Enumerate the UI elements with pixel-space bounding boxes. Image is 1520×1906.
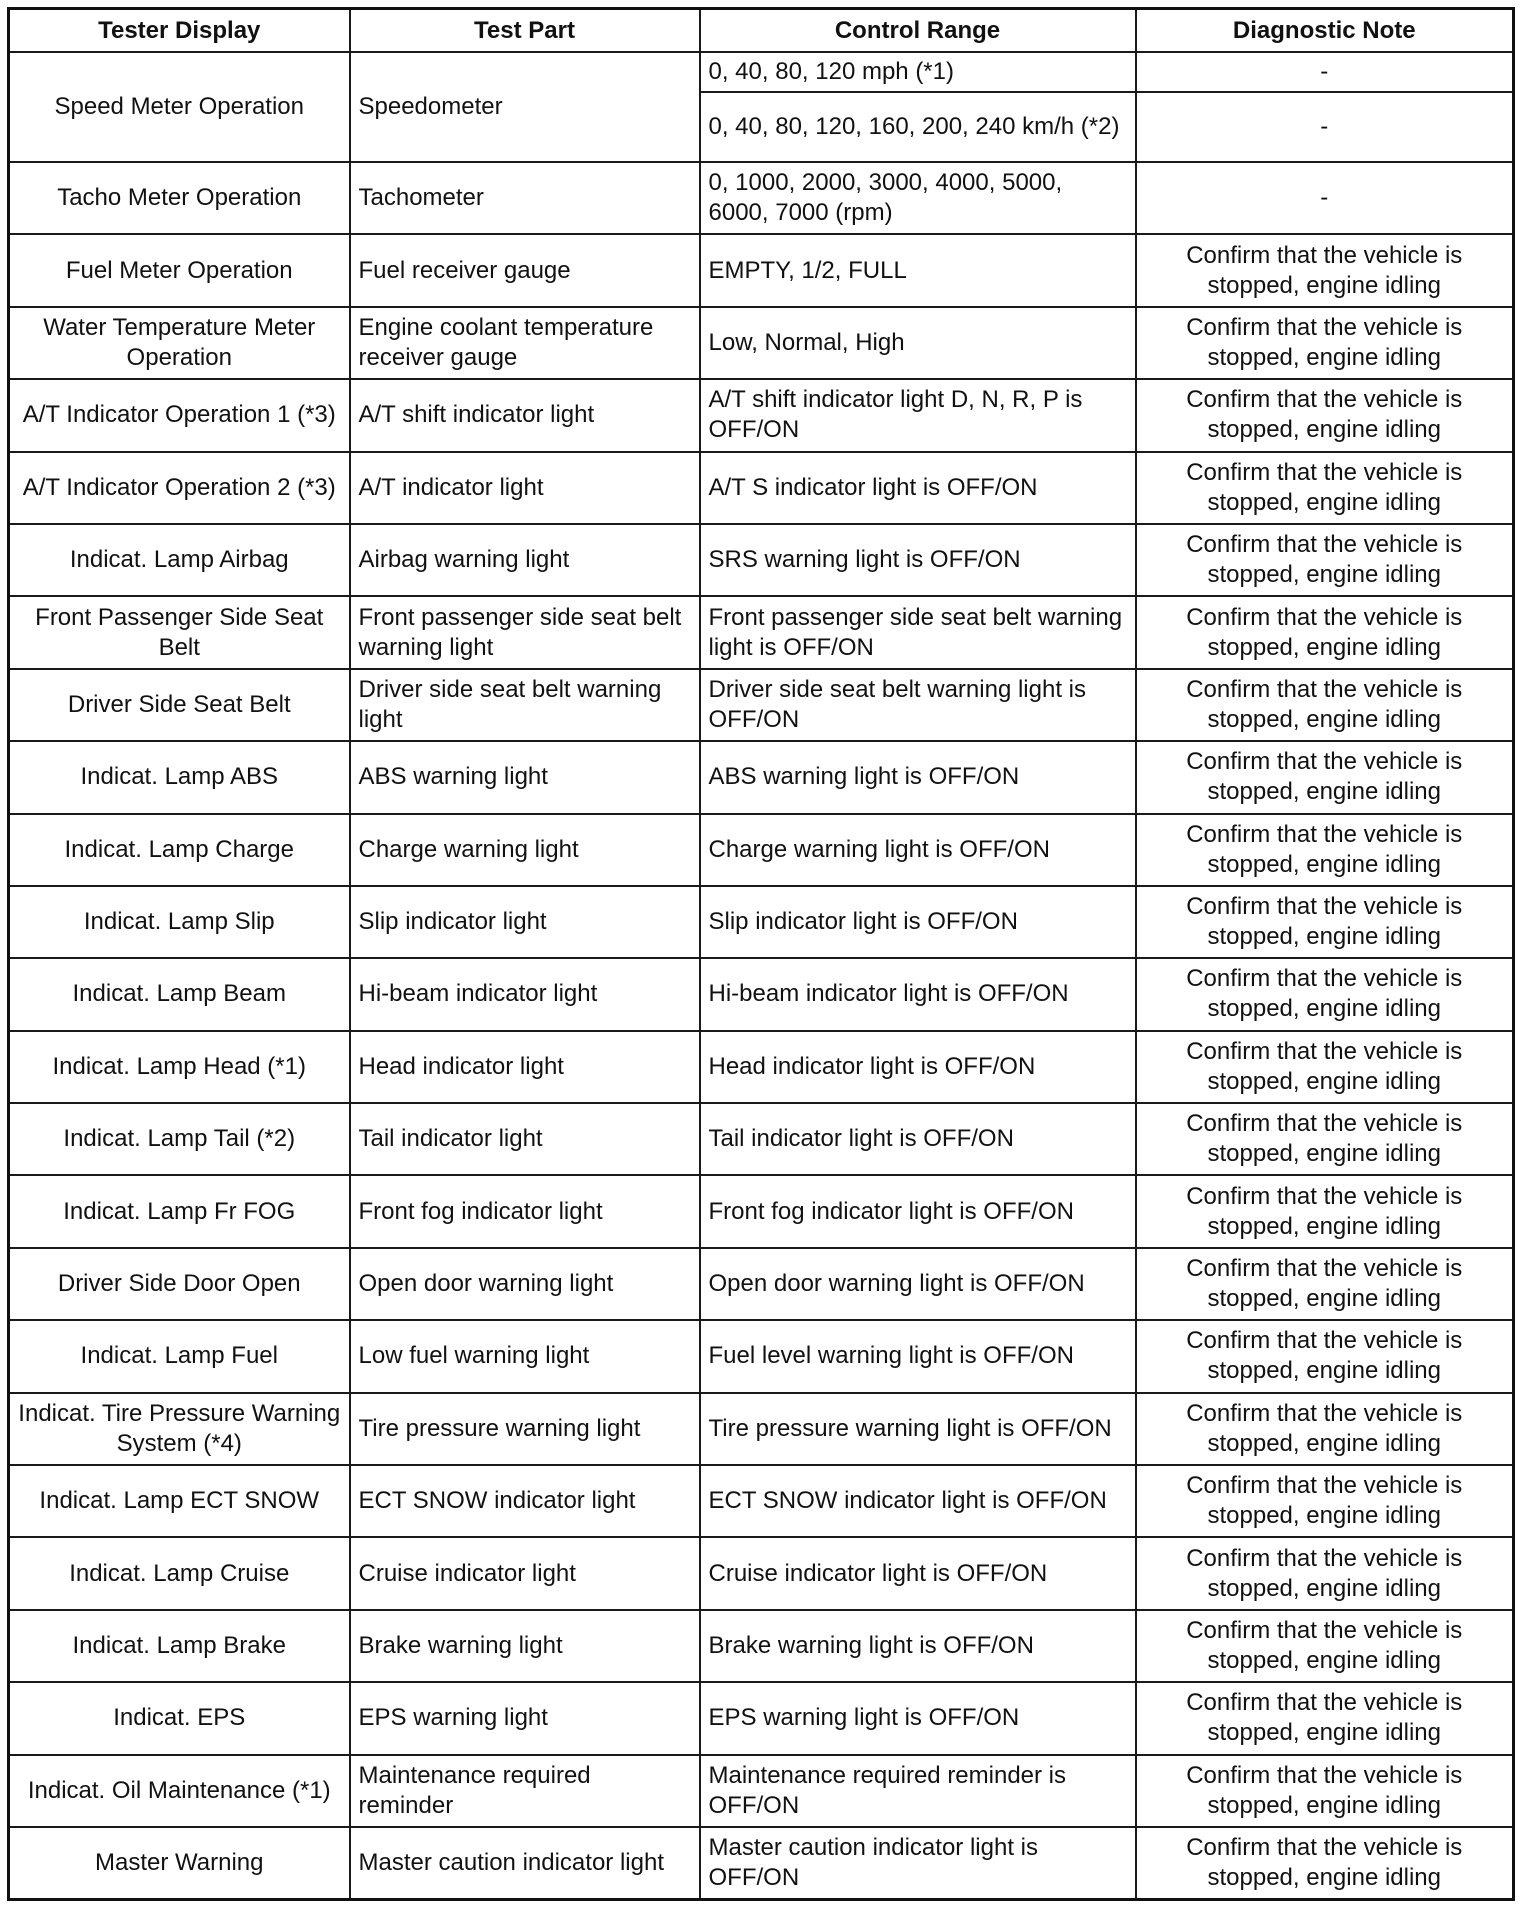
tester-display-cell: Indicat. Lamp Head (*1) [9,1031,350,1103]
diagnostic-note-cell: Confirm that the vehicle is stopped, engine idling [1136,1682,1514,1754]
tester-display-cell: Tacho Meter Operation [9,162,350,234]
test-part-cell: Head indicator light [350,1031,700,1103]
control-range-cell: Fuel level warning light is OFF/ON [700,1320,1136,1392]
test-part-cell: ABS warning light [350,741,700,813]
test-part-cell: A/T shift indicator light [350,379,700,451]
table-row [9,814,1514,886]
test-part-cell: Slip indicator light [350,886,700,958]
tester-display-cell: Driver Side Door Open [9,1248,350,1320]
test-part-cell: Driver side seat belt warning light [350,669,700,741]
table-row [9,307,1514,379]
header-row [9,9,1514,53]
table-row [9,1827,1514,1899]
tester-display-cell: Master Warning [9,1827,350,1899]
tester-display-cell: Water Temperature Meter Operation [9,307,350,379]
active-test-table [7,7,1515,1901]
diagnostic-note-cell: Confirm that the vehicle is stopped, engine idling [1136,1175,1514,1247]
test-part-cell: Cruise indicator light [350,1537,700,1609]
test-part-cell: Tachometer [350,162,700,234]
test-part-cell: EPS warning light [350,1682,700,1754]
diagnostic-note-cell: Confirm that the vehicle is stopped, engine idling [1136,1248,1514,1320]
diagnostic-note-cell: Confirm that the vehicle is stopped, engine idling [1136,234,1514,306]
test-part-cell: Brake warning light [350,1610,700,1682]
table-row [9,741,1514,813]
diagnostic-note-cell: Confirm that the vehicle is stopped, engine idling [1136,1031,1514,1103]
tester-display-cell: Indicat. Lamp Airbag [9,524,350,596]
table-row [9,1682,1514,1754]
control-range-cell: SRS warning light is OFF/ON [700,524,1136,596]
control-range-cell: Tail indicator light is OFF/ON [700,1103,1136,1175]
diagnostic-note-cell: Confirm that the vehicle is stopped, engine idling [1136,814,1514,886]
test-part-cell: Low fuel warning light [350,1320,700,1392]
table-row [9,52,1514,92]
control-range-cell: Hi-beam indicator light is OFF/ON [700,958,1136,1030]
table-row [9,1248,1514,1320]
control-range-cell: EPS warning light is OFF/ON [700,1682,1136,1754]
diagnostic-note-cell: Confirm that the vehicle is stopped, engine idling [1136,741,1514,813]
diagnostic-note-cell: Confirm that the vehicle is stopped, engine idling [1136,1755,1514,1827]
control-range-cell: Open door warning light is OFF/ON [700,1248,1136,1320]
tester-display-cell: Fuel Meter Operation [9,234,350,306]
table-row [9,1465,1514,1537]
table-row [9,1320,1514,1392]
test-part-cell: Fuel receiver gauge [350,234,700,306]
table-row [9,1031,1514,1103]
diagnostic-note-cell: - [1136,92,1514,162]
control-range-cell: A/T S indicator light is OFF/ON [700,452,1136,524]
test-part-cell: Charge warning light [350,814,700,886]
control-range-cell: 0, 1000, 2000, 3000, 4000, 5000, 6000, 7000 (rpm) [700,162,1136,234]
table-row [9,886,1514,958]
table-row [9,1103,1514,1175]
tester-display-cell: Indicat. Lamp Fuel [9,1320,350,1392]
test-part-cell: Tail indicator light [350,1103,700,1175]
control-range-cell: ABS warning light is OFF/ON [700,741,1136,813]
test-part-cell: Airbag warning light [350,524,700,596]
tester-display-cell: Indicat. Lamp Brake [9,1610,350,1682]
control-range-cell: Charge warning light is OFF/ON [700,814,1136,886]
table-row [9,452,1514,524]
tester-display-cell: Indicat. Lamp ABS [9,741,350,813]
diagnostic-note-cell: - [1136,52,1514,92]
control-range-cell: Slip indicator light is OFF/ON [700,886,1136,958]
diagnostic-note-cell: Confirm that the vehicle is stopped, engine idling [1136,452,1514,524]
table-row [9,162,1514,234]
header-test-part: Test Part [350,9,700,53]
test-part-cell: Open door warning light [350,1248,700,1320]
table-row [9,1393,1514,1465]
diagnostic-note-cell: Confirm that the vehicle is stopped, engine idling [1136,958,1514,1030]
control-range-cell: 0, 40, 80, 120, 160, 200, 240 km/h (*2) [700,92,1136,162]
table-row [9,669,1514,741]
test-part-cell: Speedometer [350,52,700,162]
diagnostic-note-cell: Confirm that the vehicle is stopped, engine idling [1136,379,1514,451]
control-range-cell: Low, Normal, High [700,307,1136,379]
test-part-cell: Maintenance required reminder [350,1755,700,1827]
tester-display-cell: Indicat. Lamp Charge [9,814,350,886]
tester-display-cell: A/T Indicator Operation 2 (*3) [9,452,350,524]
diagnostic-note-cell: Confirm that the vehicle is stopped, engine idling [1136,307,1514,379]
diagnostic-note-cell: Confirm that the vehicle is stopped, engine idling [1136,1610,1514,1682]
control-range-cell: Driver side seat belt warning light is OFF/ON [700,669,1136,741]
control-range-cell: Maintenance required reminder is OFF/ON [700,1755,1136,1827]
table-row [9,1175,1514,1247]
control-range-cell: Front fog indicator light is OFF/ON [700,1175,1136,1247]
header-diagnostic-note: Diagnostic Note [1136,9,1514,53]
tester-display-cell: Driver Side Seat Belt [9,669,350,741]
control-range-cell: Brake warning light is OFF/ON [700,1610,1136,1682]
diagnostic-note-cell: Confirm that the vehicle is stopped, engine idling [1136,1320,1514,1392]
test-part-cell: Engine coolant temperature receiver gauge [350,307,700,379]
test-part-cell: A/T indicator light [350,452,700,524]
tester-display-cell: Indicat. Tire Pressure Warning System (*4) [9,1393,350,1465]
control-range-cell: ECT SNOW indicator light is OFF/ON [700,1465,1136,1537]
table-body [9,52,1514,1899]
control-range-cell: Head indicator light is OFF/ON [700,1031,1136,1103]
test-part-cell: Tire pressure warning light [350,1393,700,1465]
tester-display-cell: Indicat. Lamp ECT SNOW [9,1465,350,1537]
diagnostic-note-cell: Confirm that the vehicle is stopped, engine idling [1136,596,1514,668]
tester-display-cell: Indicat. Lamp Tail (*2) [9,1103,350,1175]
tester-display-cell: Indicat. Lamp Fr FOG [9,1175,350,1247]
tester-display-cell: Indicat. EPS [9,1682,350,1754]
table-row [9,234,1514,306]
tester-display-cell: Indicat. Lamp Beam [9,958,350,1030]
control-range-cell: Master caution indicator light is OFF/ON [700,1827,1136,1899]
control-range-cell: 0, 40, 80, 120 mph (*1) [700,52,1136,92]
tester-display-cell: Indicat. Oil Maintenance (*1) [9,1755,350,1827]
table-row [9,1755,1514,1827]
test-part-cell: Master caution indicator light [350,1827,700,1899]
diagnostic-note-cell: Confirm that the vehicle is stopped, engine idling [1136,669,1514,741]
test-part-cell: Front passenger side seat belt warning light [350,596,700,668]
diagnostic-note-cell: - [1136,162,1514,234]
diagnostic-note-cell: Confirm that the vehicle is stopped, engine idling [1136,1827,1514,1899]
control-range-cell: A/T shift indicator light D, N, R, P is OFF/ON [700,379,1136,451]
control-range-cell: Tire pressure warning light is OFF/ON [700,1393,1136,1465]
control-range-cell: EMPTY, 1/2, FULL [700,234,1136,306]
test-part-cell: Front fog indicator light [350,1175,700,1247]
diagnostic-note-cell: Confirm that the vehicle is stopped, engine idling [1136,886,1514,958]
tester-display-cell: Front Passenger Side Seat Belt [9,596,350,668]
tester-display-cell: Indicat. Lamp Cruise [9,1537,350,1609]
header-tester-display: Tester Display [9,9,350,53]
control-range-cell: Cruise indicator light is OFF/ON [700,1537,1136,1609]
test-part-cell: ECT SNOW indicator light [350,1465,700,1537]
table-row [9,524,1514,596]
diagnostic-note-cell: Confirm that the vehicle is stopped, engine idling [1136,1393,1514,1465]
diagnostic-note-cell: Confirm that the vehicle is stopped, engine idling [1136,1465,1514,1537]
header-control-range: Control Range [700,9,1136,53]
diagnostic-note-cell: Confirm that the vehicle is stopped, engine idling [1136,524,1514,596]
diagnostic-note-cell: Confirm that the vehicle is stopped, engine idling [1136,1537,1514,1609]
tester-display-cell: A/T Indicator Operation 1 (*3) [9,379,350,451]
table-row [9,1610,1514,1682]
table-row [9,596,1514,668]
control-range-cell: Front passenger side seat belt warning light is OFF/ON [700,596,1136,668]
table-row [9,379,1514,451]
table-row [9,958,1514,1030]
diagnostic-note-cell: Confirm that the vehicle is stopped, engine idling [1136,1103,1514,1175]
tester-display-cell: Indicat. Lamp Slip [9,886,350,958]
table-row [9,1537,1514,1609]
tester-display-cell: Speed Meter Operation [9,52,350,162]
test-part-cell: Hi-beam indicator light [350,958,700,1030]
